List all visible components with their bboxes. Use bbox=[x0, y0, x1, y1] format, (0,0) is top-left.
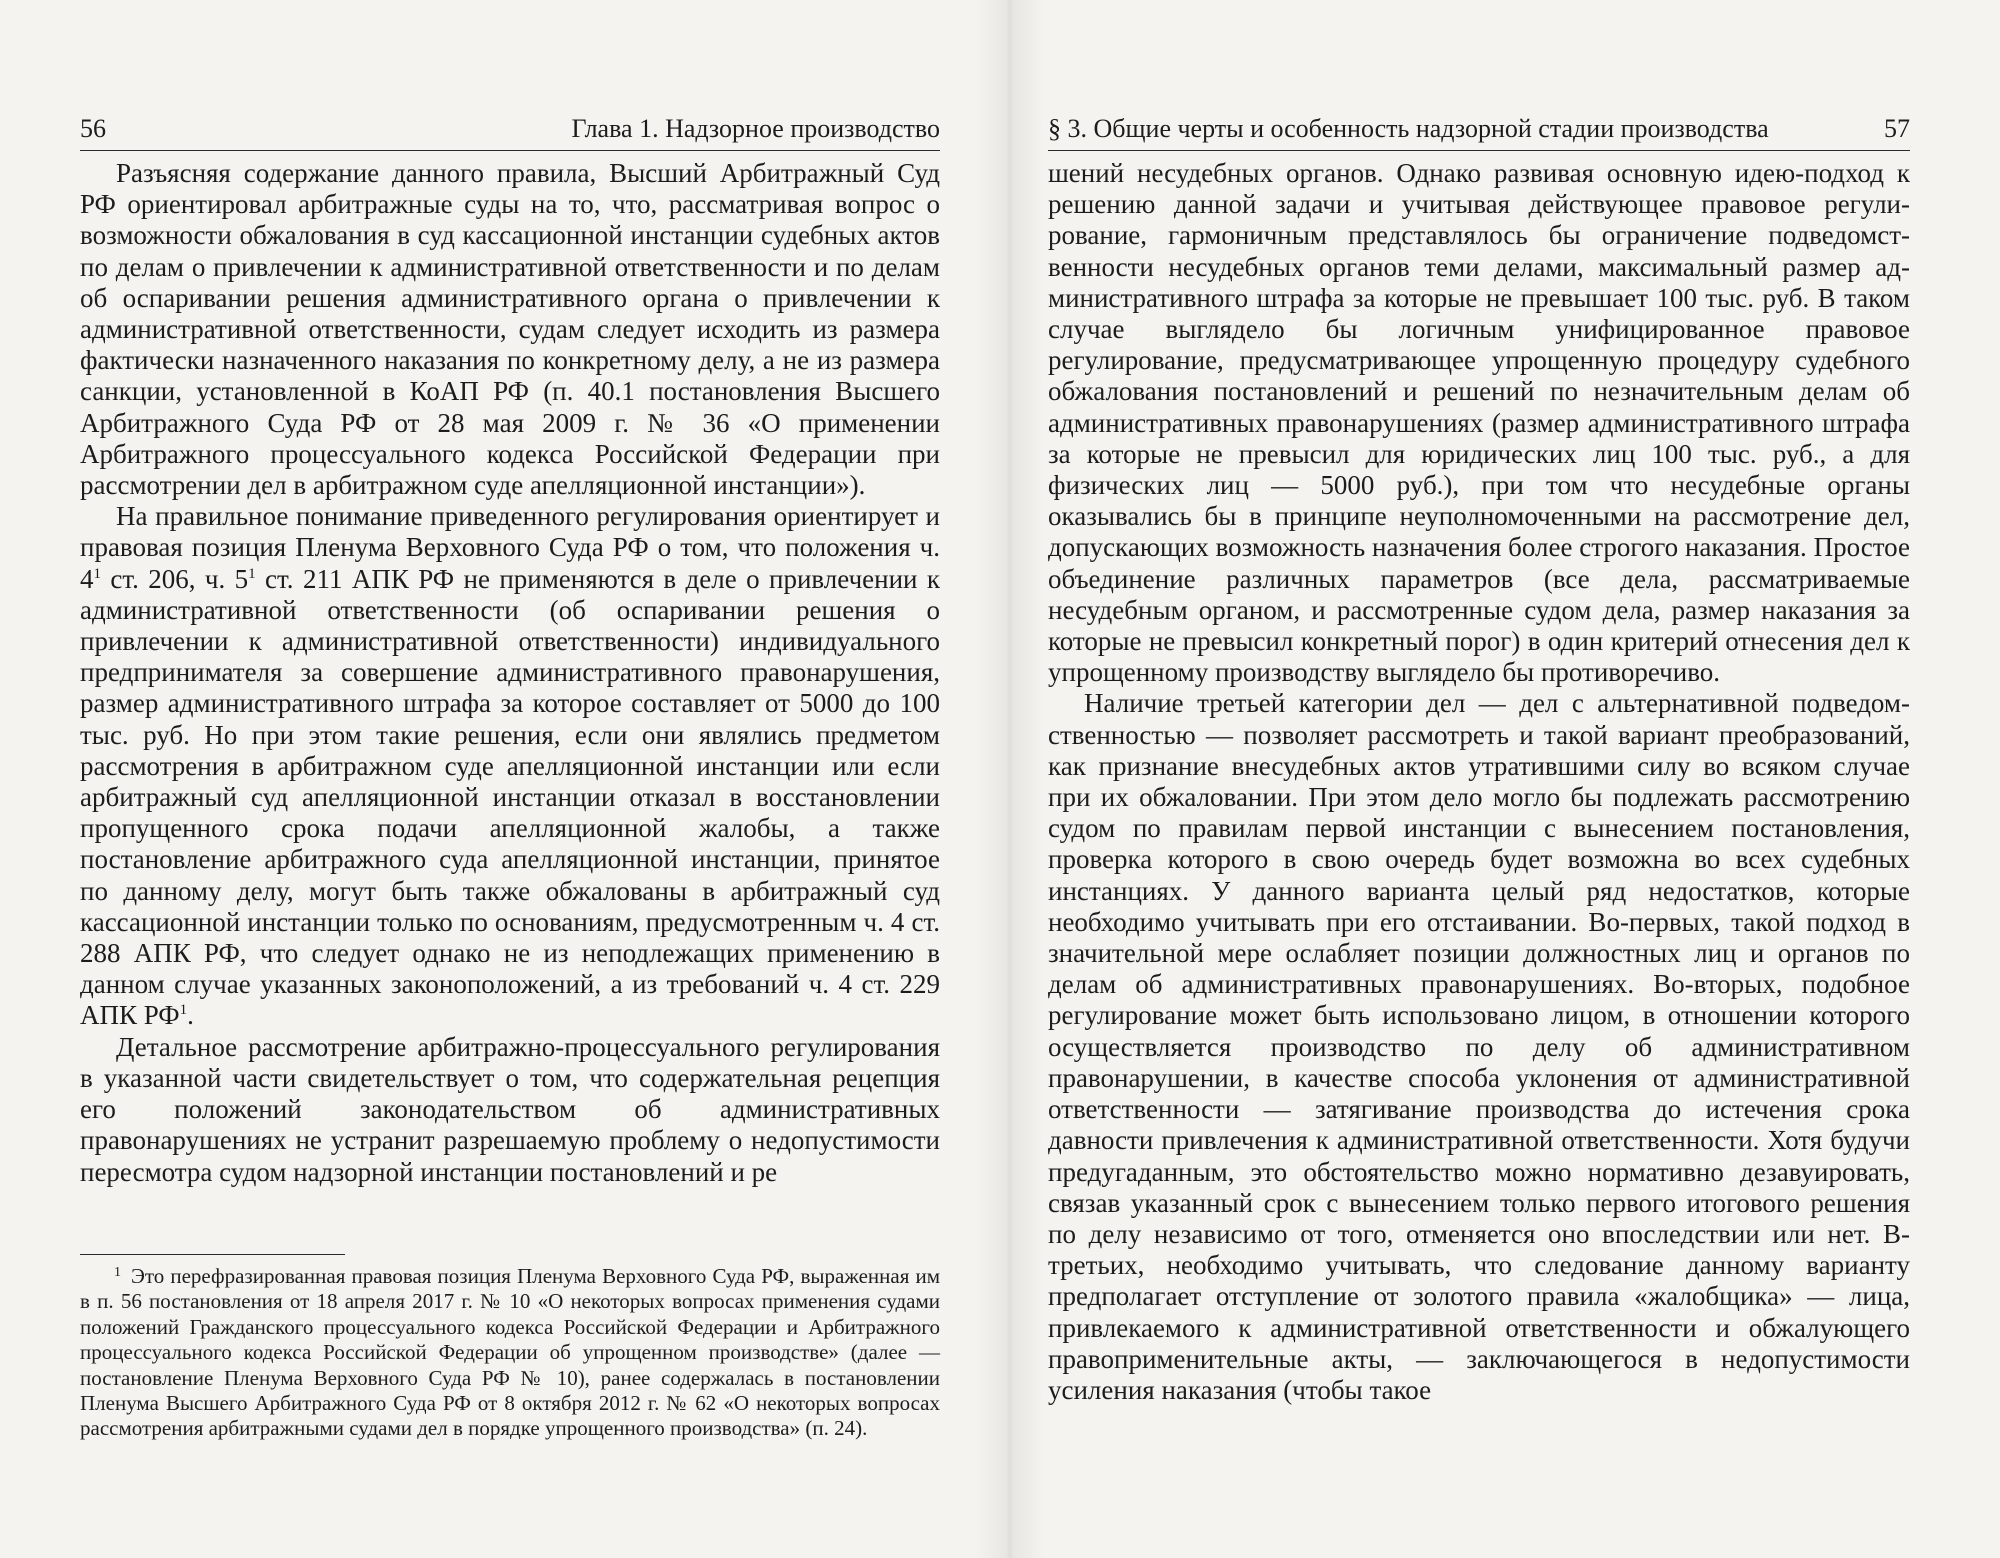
right-running-head bbox=[1048, 114, 1910, 151]
footnote-rule bbox=[80, 1254, 345, 1255]
footnote-mark: 1 bbox=[114, 1265, 121, 1280]
superscript-2: 1 bbox=[248, 565, 256, 582]
right-body-text bbox=[1048, 158, 1910, 1406]
left-paragraph-2-part-a: На правильное понимание приведенного регулирования ориентирует и правовая позиция Пленума Верховного Суда РФ о том, что положения ч. 4 bbox=[80, 501, 940, 594]
left-paragraph-2-part-b: ст. 206, ч. 5 bbox=[101, 563, 249, 594]
superscript-1: 1 bbox=[93, 565, 101, 582]
footnote-reference[interactable]: 1 bbox=[179, 1002, 188, 1019]
left-page bbox=[80, 0, 940, 1558]
footnote bbox=[80, 1264, 940, 1442]
footnote-text: Это перефразированная правовая позиция Пленума Верховного Суда РФ, выраженная им в п. 56 постановления от 18 апреля 2017 г. № 10 «О некоторых вопросах применения судами положений Гражданского процессуального кодекса Российской Федерации и Арбитражного процессуального кодекса Российской Федерации об упрощенном производстве» (далее — постановление Пленума Верховного Суда РФ № 10), ранее содержалась в постановлении Пленума Высшего Арбитражного Суда РФ от 8 октября 2012 г. № 62 «О некоторых вопросах рассмотрения арбитражными судами дел в порядке упрощенного производства» (п. 24). bbox=[80, 1264, 940, 1441]
left-running-head bbox=[80, 114, 940, 151]
left-paragraph-1: Разъясняя содержание данного правила, Высший Арбитражный Суд РФ ориентировал арбитражные суды на то, что, рассматривая вопрос о возможности обжалования в суд кассационной инстанции судебных актов по делам о привлечении к административной ответственности и по делам об оспаривании решения административного органа о привлечении к административной ответственности, судам следует исходить из размера фактически назначенного наказания по конкретному делу, а не из размера санкции, установленной в КоАП РФ (п. 40.1 постановления Высшего Арбитражного Суда РФ от 28 мая 2009 г. № 36 «О применении Арбитражного процессуального кодекса Российской Федерации при рассмотрении дел в арбитражном суде апелляционной инстанции»). bbox=[80, 158, 940, 501]
left-page-number: 56 bbox=[80, 114, 106, 143]
left-paragraph-2-part-c: ст. 211 АПК РФ не применяются в деле о привлечении к административной ответственности (об оспаривании решения о привлечении к административной ответственности) индивидуального предпринимателя за совершение административного правонарушения, размер административного штрафа за которое составляет от 5000 до 100 тыс. руб. Но при этом такие решения, если они являлись предметом рассмотрения в арбитражном суде апелляционной инстанции или если арбитражный суд апелляционной инстанции отказал в восстановлении пропущенного срока подачи апелляционной жалобы, а также постановление арбитражного суда апелляционной инстанции, принятое по данному делу, могут быть также обжалованы в арбитражный суд кассационной инстанции только по основаниям, предусмотренным ч. 4 ст. 288 АПК РФ, что следует однако не из неподлежащих применению в данном случае указанных законоположений, а из требований ч. 4 ст. 229 АПК РФ bbox=[80, 563, 940, 1031]
right-paragraph-2: Наличие третьей категории дел — дел с альтернативной подведомственностью — позволяет рассмотреть и такой вариант преобразований, как признание внесудебных актов утратившими силу во всяком случае при их обжаловании. При этом дело могло бы подлежать рассмотрению судом по правилам первой инстанции с вынесением постановления, проверка которого в свою очередь будет возможна во всех судебных инстанциях. У данного варианта целый ряд недостатков, которые необходимо учитывать при его отстаивании. Во-первых, такой подход в значительной мере ослабляет позиции должностных лиц и органов по делам об административных правонарушениях. Во-вторых, подобное регулирование может быть использовано лицом, в отношении которого осуществляется производство по делу об административном правонарушении, в качестве способа уклонения от административной ответственности — затягивание производства до истечения срока давности привлечения к административной ответственности. Хотя будучи предугаданным, это обстоятельство можно нормативно дезавуировать, связав указанный срок с вынесением только первого итогового решения по делу независимо от того, отменяется оно впоследствии или нет. В-третьих, необходимо учитывать, что следование данному варианту предполагает отступление от золотого правила «жалобщика» — лица, привлекаемого к административной ответственности и обжалующего правоприменительные акты, — заключающегося в недопустимости усиления наказания (чтобы такое bbox=[1048, 688, 1910, 1405]
left-paragraph-3: Детальное рассмотрение арбитражно-процессуального регулирования в указанной части свидетельствует о том, что содержательная рецепция его положений законодательством об административных правонарушениях не устранит разрешаемую проблему о недопустимости пересмотра судом надзорной инстанции постановлений и ре bbox=[80, 1031, 940, 1187]
right-page bbox=[1048, 0, 1910, 1558]
right-paragraph-1: шений несудебных органов. Однако развивая основную идею-подход к решению данной задачи и учитывая действующее правовое регулирование, гармоничным представлялось бы ограничение подведомственности несудебных органов теми делами, максимальный размер административного штрафа за которые не превышает 100 тыс. руб. В таком случае выглядело бы логичным унифицированное правовое регулирование, предусматривающее упрощенную процедуру судебного обжалования постановлений и решений по незначительным делам об административных правонарушениях (размер административного штрафа за которые не превысил для юридических лиц 100 тыс. руб., а для физических лиц — 5000 руб.), при том что несудебные органы оказывались бы в принципе неуполномоченными на рассмотрение дел, допускающих возможность назначения более строгого наказания. Простое объединение различных параметров (все дела, рассматриваемые несудебным органом, и рассмотренные судом дела, размер наказания за которые не превысил конкретный порог) в один критерий отнесения дел к упрощенному производству выглядело бы противоречиво. bbox=[1048, 158, 1910, 688]
right-page-number: 57 bbox=[1884, 114, 1910, 143]
left-body-text bbox=[80, 158, 940, 1188]
book-gutter bbox=[975, 0, 1045, 1558]
right-running-title: § 3. Общие черты и особенность надзорной стадии производства bbox=[1048, 114, 1769, 143]
left-paragraph-2-end: . bbox=[187, 1000, 194, 1031]
left-running-title: Глава 1. Надзорное производство bbox=[571, 114, 940, 143]
left-paragraph-2 bbox=[80, 501, 940, 1031]
